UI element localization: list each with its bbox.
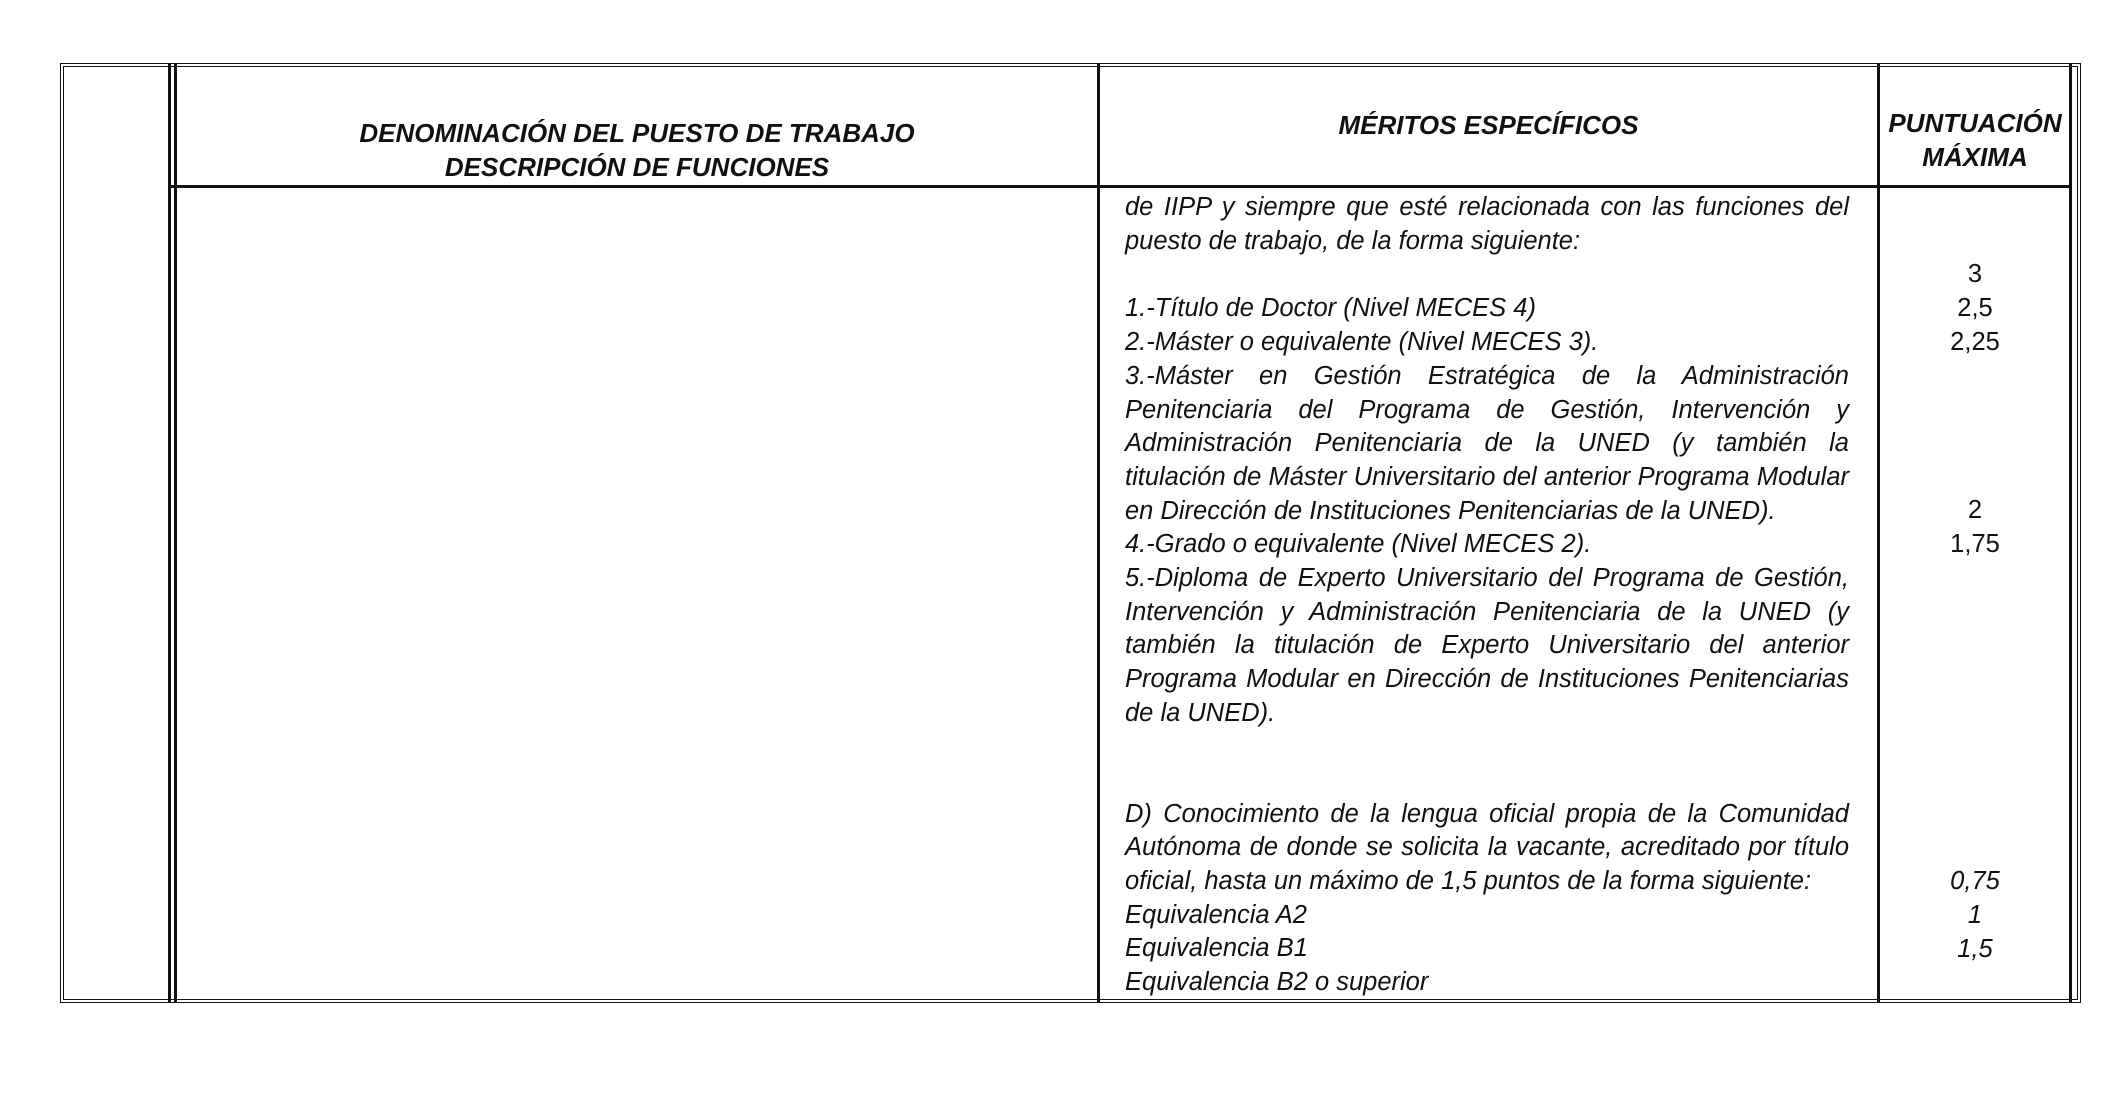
header-puntuacion-line2: MÁXIMA	[1922, 142, 2028, 172]
merit-section-d: D) Conocimiento de la lengua oficial propia de la Comunidad Autónoma de donde se solicita la vacante, acreditado por título oficial, hasta un máximo de 1,5 puntos de la forma siguiente:	[1125, 799, 1849, 895]
merits-intro: de IIPP y siempre que esté relacionada con las funciones del puesto de trabajo, de la forma siguiente:	[1125, 193, 1849, 255]
merit-item-1: 1.-Título de Doctor (Nivel MECES 4)	[1125, 294, 1536, 323]
column-divider	[174, 63, 177, 1003]
merit-eq-a2: Equivalencia A2	[1125, 900, 1307, 929]
score-experto: 1,75	[1950, 530, 2000, 558]
score-master-gestion: 2,25	[1950, 328, 2000, 356]
merit-item-4: 4.-Grado o equivalente (Nivel MECES 2).	[1125, 530, 1592, 559]
score-master: 2,5	[1957, 294, 1993, 322]
merit-item-3: 3.-Máster en Gestión Estratégica de la Administración Penitenciaria del Programa de Gestión, Intervención y Administración Penitenciaria de la UNED (y también la titulación de Máster Universitario del anterior Programa Modular en Dirección de Instituciones Penitenciarias de la UNED).	[1125, 361, 1849, 525]
header-divider	[171, 185, 2072, 188]
score-doctor: 3	[1967, 260, 1983, 288]
header-denominacion-line1: DENOMINACIÓN DEL PUESTO DE TRABAJO	[359, 118, 915, 148]
column-divider	[168, 63, 171, 1003]
header-meritos: MÉRITOS ESPECÍFICOS	[1338, 110, 1639, 140]
score-b2: 1,5	[1957, 935, 1993, 963]
header-denominacion-line2: DESCRIPCIÓN DE FUNCIONES	[444, 152, 830, 182]
header-denominacion	[177, 116, 1097, 184]
score-b1: 1	[1967, 901, 1983, 929]
header-puntuacion-line1: PUNTUACIÓN	[1888, 108, 2062, 138]
column-divider	[1097, 63, 1100, 1003]
score-grado: 2	[1967, 496, 1983, 524]
score-a2: 0,75	[1950, 867, 2000, 895]
header-puntuacion	[1880, 106, 2070, 174]
merits-text	[1125, 191, 1849, 1000]
merit-eq-b1: Equivalencia B1	[1125, 934, 1308, 963]
merit-eq-b2: Equivalencia B2 o superior	[1125, 968, 1429, 997]
merit-item-2: 2.-Máster o equivalente (Nivel MECES 3).	[1125, 328, 1599, 357]
merit-item-5: 5.-Diploma de Experto Universitario del Programa de Gestión, Intervención y Administración Penitenciaria de la UNED (y también la titulación de Experto Universitario del anterior Programa Modular en Dirección de Instituciones Penitenciarias de la UNED).	[1125, 564, 1849, 727]
